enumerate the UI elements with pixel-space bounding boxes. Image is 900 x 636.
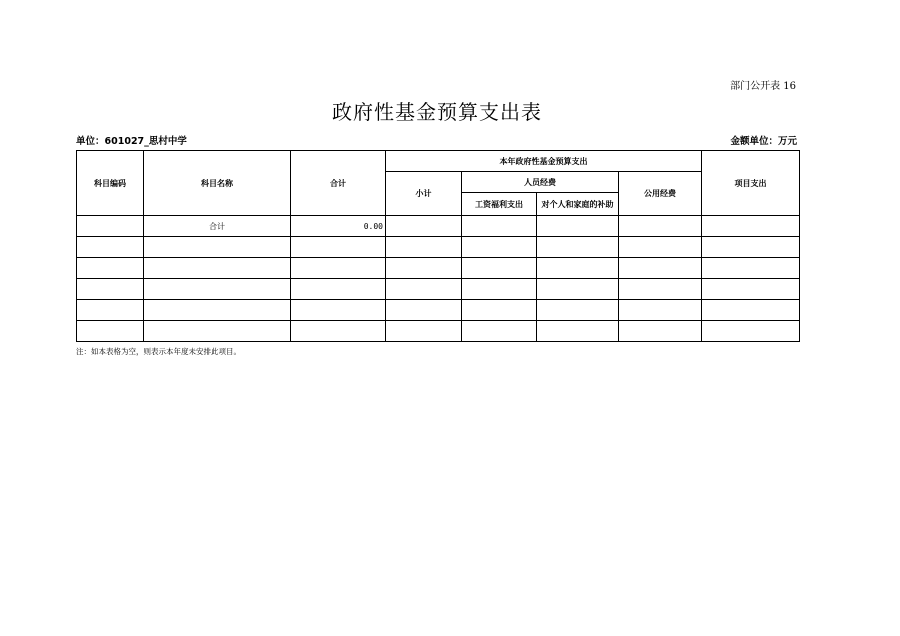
currency-unit-label: 金额单位：万元 bbox=[730, 136, 797, 147]
footnote: 注：如本表格为空，则表示本年度未安排此项目。 bbox=[76, 347, 241, 356]
table-row bbox=[77, 237, 800, 258]
header-wages: 工资福利支出 bbox=[462, 193, 537, 216]
cell-total bbox=[291, 237, 386, 258]
page-title: 政府性基金预算支出表 bbox=[332, 100, 542, 124]
page-label: 部门公开表 16 bbox=[730, 81, 796, 92]
cell-wages bbox=[462, 300, 537, 321]
cell-subsidies bbox=[537, 258, 619, 279]
cell-wages bbox=[462, 321, 537, 342]
cell-project bbox=[702, 321, 800, 342]
table-row bbox=[77, 321, 800, 342]
cell-public bbox=[619, 237, 702, 258]
cell-subsidies bbox=[537, 279, 619, 300]
cell-subsidies bbox=[537, 321, 619, 342]
cell-total: 0.00 bbox=[291, 216, 386, 237]
cell-code bbox=[77, 321, 144, 342]
header-row bbox=[77, 151, 800, 172]
cell-wages bbox=[462, 216, 537, 237]
cell-subtotal bbox=[386, 321, 462, 342]
cell-code bbox=[77, 216, 144, 237]
header-code: 科目编码 bbox=[77, 151, 144, 216]
header-name: 科目名称 bbox=[144, 151, 291, 216]
cell-subtotal bbox=[386, 216, 462, 237]
table-row bbox=[77, 300, 800, 321]
cell-subtotal bbox=[386, 279, 462, 300]
cell-code bbox=[77, 300, 144, 321]
cell-wages bbox=[462, 279, 537, 300]
cell-project bbox=[702, 258, 800, 279]
table-row bbox=[77, 279, 800, 300]
header-personnel: 人员经费 bbox=[462, 172, 619, 193]
header-public: 公用经费 bbox=[619, 172, 702, 216]
cell-public bbox=[619, 300, 702, 321]
cell-name bbox=[144, 321, 291, 342]
cell-name bbox=[144, 237, 291, 258]
cell-total bbox=[291, 258, 386, 279]
cell-code bbox=[77, 258, 144, 279]
cell-name bbox=[144, 279, 291, 300]
header-subtotal: 小计 bbox=[386, 172, 462, 216]
cell-public bbox=[619, 321, 702, 342]
cell-subtotal bbox=[386, 300, 462, 321]
header-current-year: 本年政府性基金预算支出 bbox=[386, 151, 702, 172]
cell-project bbox=[702, 237, 800, 258]
cell-wages bbox=[462, 258, 537, 279]
unit-label: 单位：601027_思村中学 bbox=[76, 136, 187, 147]
cell-subtotal bbox=[386, 237, 462, 258]
table-row bbox=[77, 258, 800, 279]
header-subsidies: 对个人和家庭的补助 bbox=[537, 193, 619, 216]
cell-subsidies bbox=[537, 300, 619, 321]
header-project: 项目支出 bbox=[702, 151, 800, 216]
cell-total bbox=[291, 300, 386, 321]
cell-public bbox=[619, 279, 702, 300]
cell-project bbox=[702, 216, 800, 237]
cell-public bbox=[619, 258, 702, 279]
cell-subsidies bbox=[537, 237, 619, 258]
cell-total bbox=[291, 321, 386, 342]
cell-project bbox=[702, 279, 800, 300]
cell-code bbox=[77, 237, 144, 258]
cell-wages bbox=[462, 237, 537, 258]
cell-name: 合计 bbox=[144, 216, 291, 237]
cell-name bbox=[144, 258, 291, 279]
cell-total bbox=[291, 279, 386, 300]
budget-table bbox=[76, 150, 800, 342]
cell-subtotal bbox=[386, 258, 462, 279]
cell-code bbox=[77, 279, 144, 300]
cell-project bbox=[702, 300, 800, 321]
cell-subsidies bbox=[537, 216, 619, 237]
table-row bbox=[77, 216, 800, 237]
cell-public bbox=[619, 216, 702, 237]
header-total: 合计 bbox=[291, 151, 386, 216]
cell-name bbox=[144, 300, 291, 321]
